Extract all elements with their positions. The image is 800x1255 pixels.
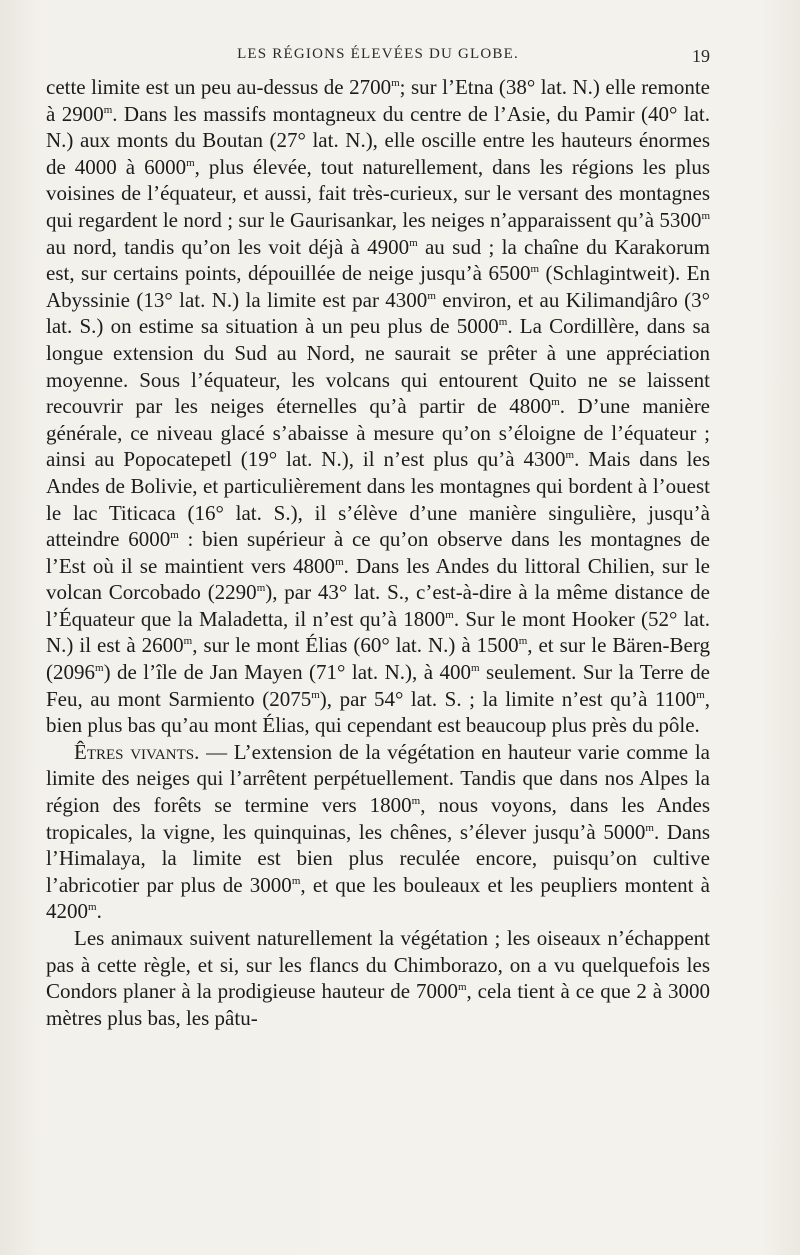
text-segment: : bien supérieur à ce qu’on observe dans les montagnes de l’Est où il se maintient vers 4800: [46, 527, 710, 578]
text-segment: — L’extension de la végétation en hauteur varie comme la limite des neiges qui l’arrêtent perpétuellement. Tandis que dans nos Alpes la région des forêts se termine vers 1800: [46, 739, 710, 818]
metre-unit: m: [518, 635, 528, 648]
metre-unit: m: [335, 555, 344, 568]
text-segment: ), par 54° lat. S. ; la limite n’est qu’à 1100: [319, 686, 697, 711]
paragraph-animaux: [46, 925, 710, 1031]
metre-unit: m: [95, 662, 104, 675]
text-segment: .: [96, 899, 102, 924]
metre-unit: m: [311, 688, 320, 701]
text-segment: . Sur le mont Hooker (52° lat. N.) il est à 2600: [46, 606, 710, 658]
metre-unit: m: [291, 874, 301, 887]
text-segment: au sud ; la chaîne du Karakorum est, sur certains points, dépouillée de neige jusqu’à 6500: [46, 234, 710, 286]
text-segment: , sur le mont Élias (60° lat. N.) à 1500: [192, 633, 519, 658]
metre-unit: m: [88, 901, 97, 914]
metre-unit: m: [411, 795, 421, 808]
text-segment: . Mais dans les Andes de Bolivie, et particulièrement dans les montagnes qui bordent à l’ouest le lac Titicaca (16° lat. S.), il s’élève d’une manière singulière, jusqu’à atteindre 6000: [46, 447, 710, 552]
text-segment: environ, et au Kilimandjâro (3° lat. S.) on estime sa situation à un peu plus de 5000: [46, 287, 710, 339]
text-segment: au nord, tandis qu’on les voit déjà à 4900: [46, 234, 410, 259]
text-segment: ; sur l’Etna (38° lat. N.) elle remonte à 2900: [46, 75, 710, 126]
page-number: 19: [692, 46, 710, 66]
metre-unit: m: [186, 156, 195, 169]
text-segment: , plus élevée, tout naturellement, dans les régions les plus voisines de l’équateur, et aussi, fait très-curieux, sur le versant des montagnes qui regardent le nord ; sur le Gaurisankar, les neiges n’apparaissent qu’à 5300: [46, 154, 710, 232]
running-head: LES RÉGIONS ÉLEVÉES DU GLOBE.: [237, 46, 519, 62]
metre-unit: m: [183, 635, 193, 648]
paragraph-snow-line: [46, 74, 710, 739]
metre-unit: m: [170, 529, 179, 542]
metre-unit: m: [391, 77, 400, 89]
metre-unit: m: [551, 396, 560, 409]
text-segment: . D’une manière générale, ce niveau glacé s’abaisse à mesure qu’on s’éloigne de l’équateur ; ainsi au Popocatepetl (19° lat. N.), il n’est plus qu’à 4300: [46, 394, 711, 472]
metre-unit: m: [427, 289, 436, 302]
metre-unit: m: [256, 582, 266, 595]
metre-unit: m: [409, 236, 418, 249]
text-segment: , nous voyons, dans les Andes tropicales, la vigne, les quinquinas, les chênes, s’élever jusqu’à 5000: [46, 793, 710, 844]
text-segment: . Dans l’Himalaya, la limite est bien plus reculée encore, puisqu’on cultive l’abricotier par plus de 3000: [46, 819, 710, 897]
text-segment: . Dans les massifs montagneux du centre de l’Asie, du Pamir (40° lat. N.) aux monts du Boutan (27° lat. N.), elle oscille entre les hauteurs énormes de 4000 à 6000: [46, 101, 710, 179]
text-segment: ) de l’île de Jan Mayen (71° lat. N.), à 400: [103, 660, 471, 685]
metre-unit: m: [445, 608, 454, 621]
page-body: [46, 74, 710, 1031]
metre-unit: m: [696, 688, 705, 701]
text-segment: , et sur le Bären-Berg (2096: [46, 633, 710, 685]
text-segment: , cela tient à ce que 2 à 3000 mètres plus bas, les pâtu-: [46, 979, 710, 1030]
text-segment: . La Cordillère, dans sa longue extension du Sud au Nord, ne saurait se prêter à une appréciation moyenne. Sous l’équateur, les volcans qui entourent Quito ne se laissent recouvrir par les neiges éternelles qu’à partir de 4800: [46, 314, 710, 419]
metre-unit: m: [701, 209, 710, 222]
text-segment: . Dans les Andes du littoral Chilien, sur le volcan Corcobado (2290: [46, 553, 710, 605]
metre-unit: m: [457, 981, 467, 994]
metre-unit: m: [565, 449, 575, 462]
text-segment: (Schlagintweit). En Abyssinie (13° lat. N.) la limite est par 4300: [46, 261, 710, 312]
text-segment: , bien plus bas qu’au mont Élias, qui cependant est beaucoup plus près du pôle.: [46, 686, 710, 738]
metre-unit: m: [530, 263, 540, 276]
text-segment: ), par 43° lat. S., c’est-à-dire à la même distance de l’Équateur que la Maladetta, il n’est qu’à 1800: [46, 580, 710, 631]
metre-unit: m: [103, 103, 113, 116]
metre-unit: m: [471, 662, 480, 675]
section-lead: Êtres vivants.: [74, 739, 200, 764]
text-segment: cette limite est un peu au-dessus de 2700: [46, 75, 392, 99]
text-segment: seulement. Sur la Terre de Feu, au mont Sarmiento (2075: [46, 660, 710, 711]
page-header: [46, 46, 710, 72]
metre-unit: m: [645, 821, 654, 834]
text-segment: Les animaux suivent naturellement la végétation ; les oiseaux n’échappent pas à cette règle, et si, sur les flancs du Chimborazo, on a vu quelquefois les Condors planer à la prodigieuse hauteur de 7000: [46, 926, 710, 1004]
paragraph-etres-vivants: [46, 739, 710, 925]
text-segment: , et que les bouleaux et les peupliers montent à 4200: [46, 872, 710, 924]
metre-unit: m: [498, 316, 508, 329]
